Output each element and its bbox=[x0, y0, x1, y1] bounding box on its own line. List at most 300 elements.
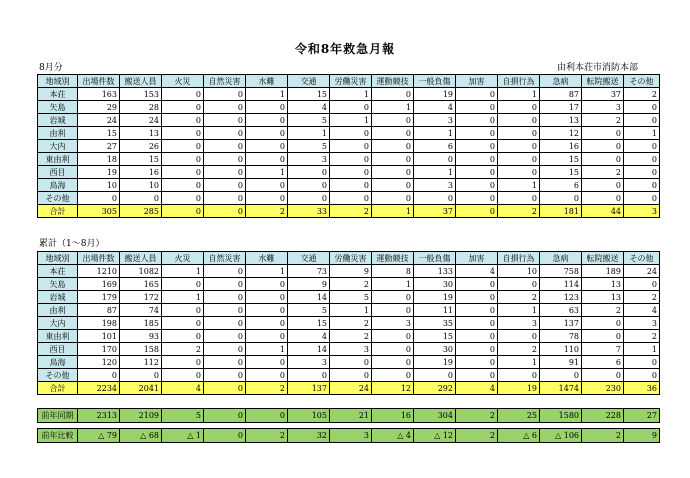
row-label: 由利 bbox=[38, 304, 78, 317]
table-cell: 0 bbox=[162, 153, 204, 166]
table-cell: 0 bbox=[456, 114, 498, 127]
table-cell: 0 bbox=[162, 304, 204, 317]
table-cell: 120 bbox=[78, 356, 120, 369]
table-cell: 74 bbox=[120, 304, 162, 317]
table-cell: 0 bbox=[624, 192, 660, 205]
table-cell: 169 bbox=[78, 278, 120, 291]
table-cell: 0 bbox=[204, 429, 246, 443]
table-cell: 19 bbox=[78, 166, 120, 179]
table-cell: 0 bbox=[330, 192, 372, 205]
table-cell: 198 bbox=[78, 317, 120, 330]
table-cell: 0 bbox=[456, 343, 498, 356]
header-cell: 運動競技 bbox=[372, 252, 414, 265]
table-cell: 0 bbox=[330, 179, 372, 192]
table-row bbox=[38, 265, 660, 278]
table-cell: 0 bbox=[372, 114, 414, 127]
row-label: 岩城 bbox=[38, 291, 78, 304]
table-cell: 0 bbox=[582, 192, 624, 205]
table-cell: 0 bbox=[372, 291, 414, 304]
header-cell: 地域別 bbox=[38, 75, 78, 88]
table-cell: 12 bbox=[540, 127, 582, 140]
table-cell: 0 bbox=[204, 356, 246, 369]
header-cell: 急病 bbox=[540, 252, 582, 265]
table-cell: 0 bbox=[246, 114, 288, 127]
table-cell: 8 bbox=[372, 265, 414, 278]
table-cell: 1 bbox=[414, 127, 456, 140]
table-cell: 0 bbox=[162, 140, 204, 153]
table-cell: 29 bbox=[78, 101, 120, 114]
row-label: 合計 bbox=[38, 382, 78, 395]
table-cell: 0 bbox=[246, 192, 288, 205]
table-cell: 4 bbox=[288, 330, 330, 343]
table-cell: 0 bbox=[204, 88, 246, 101]
table-cell: 137 bbox=[288, 382, 330, 395]
table-cell: 0 bbox=[204, 317, 246, 330]
table-cell: 0 bbox=[624, 369, 660, 382]
table-row bbox=[38, 179, 660, 192]
row-label: 前年比較 bbox=[38, 429, 78, 443]
table-cell: 2 bbox=[456, 409, 498, 423]
table-cell: 1 bbox=[498, 304, 540, 317]
table-cell: 0 bbox=[162, 317, 204, 330]
header-row bbox=[38, 75, 660, 88]
department-label: 由利本荘市消防本部 bbox=[557, 63, 639, 73]
table-cell: 0 bbox=[162, 179, 204, 192]
table-cell: 63 bbox=[540, 304, 582, 317]
table-cell: 87 bbox=[540, 88, 582, 101]
table-cell: 36 bbox=[624, 382, 660, 395]
table-cell: △ 1 bbox=[162, 429, 204, 443]
header-cell: 水難 bbox=[246, 252, 288, 265]
table-cell: 0 bbox=[246, 317, 288, 330]
cumulative-label: 累計（1～8月） bbox=[39, 239, 105, 249]
table-cell: 0 bbox=[78, 369, 120, 382]
table-cell: 32 bbox=[288, 429, 330, 443]
table-cell: 0 bbox=[498, 166, 540, 179]
table-cell: 0 bbox=[372, 153, 414, 166]
table-cell: 285 bbox=[120, 205, 162, 218]
header-cell: 自然災害 bbox=[204, 252, 246, 265]
table-cell: 228 bbox=[582, 409, 624, 423]
row-label: 本荘 bbox=[38, 265, 78, 278]
table-row bbox=[38, 140, 660, 153]
table-cell: 181 bbox=[540, 205, 582, 218]
table-cell: 0 bbox=[204, 278, 246, 291]
table-cell: 1 bbox=[414, 166, 456, 179]
table-cell: △ 12 bbox=[414, 429, 456, 443]
header-cell: 急病 bbox=[540, 75, 582, 88]
row-label: 東由利 bbox=[38, 330, 78, 343]
table-cell: 25 bbox=[498, 409, 540, 423]
row-label: 由利 bbox=[38, 127, 78, 140]
table-cell: 0 bbox=[162, 278, 204, 291]
table-cell: 33 bbox=[288, 205, 330, 218]
table-cell: 0 bbox=[162, 88, 204, 101]
header-cell: 出場件数 bbox=[78, 252, 120, 265]
table-cell: 0 bbox=[582, 153, 624, 166]
table-cell: 0 bbox=[246, 101, 288, 114]
table-cell: 0 bbox=[456, 278, 498, 291]
table-cell: 0 bbox=[162, 127, 204, 140]
table-cell: 0 bbox=[456, 166, 498, 179]
table-cell: 4 bbox=[624, 304, 660, 317]
table-row bbox=[38, 166, 660, 179]
table-cell: 13 bbox=[582, 291, 624, 304]
table-cell: 0 bbox=[456, 205, 498, 218]
table-cell: 91 bbox=[540, 356, 582, 369]
table-cell: 37 bbox=[582, 88, 624, 101]
table-cell: 2 bbox=[246, 205, 288, 218]
table-cell: 101 bbox=[78, 330, 120, 343]
table-cell: 0 bbox=[372, 179, 414, 192]
table-cell: 2 bbox=[582, 114, 624, 127]
table-cell: 172 bbox=[120, 291, 162, 304]
table-cell: 2 bbox=[582, 429, 624, 443]
table-cell: 0 bbox=[204, 114, 246, 127]
table-cell: 179 bbox=[78, 291, 120, 304]
header-cell: 自損行為 bbox=[498, 75, 540, 88]
month-label: 8月分 bbox=[39, 63, 63, 73]
header-cell: 交通 bbox=[288, 75, 330, 88]
page-title: 令和8年救急月報 bbox=[294, 42, 396, 56]
table-cell: 35 bbox=[414, 317, 456, 330]
table-cell: 0 bbox=[246, 356, 288, 369]
table-cell: 15 bbox=[288, 317, 330, 330]
table-cell: 19 bbox=[414, 356, 456, 369]
table-cell: 0 bbox=[456, 330, 498, 343]
table-cell: 112 bbox=[120, 356, 162, 369]
table-cell: 105 bbox=[288, 409, 330, 423]
table-cell: 0 bbox=[204, 127, 246, 140]
table-cell: 0 bbox=[582, 369, 624, 382]
header-cell: 一般負傷 bbox=[414, 252, 456, 265]
table-cell: 0 bbox=[288, 192, 330, 205]
table-cell: 73 bbox=[288, 265, 330, 278]
table-cell: 37 bbox=[414, 205, 456, 218]
table-cell: 15 bbox=[288, 88, 330, 101]
total-row bbox=[38, 382, 660, 395]
table-cell: 185 bbox=[120, 317, 162, 330]
table-cell: 1 bbox=[330, 304, 372, 317]
table-cell: 0 bbox=[204, 265, 246, 278]
table-cell: 1 bbox=[246, 166, 288, 179]
table-cell: 11 bbox=[414, 304, 456, 317]
header-cell: 加害 bbox=[456, 75, 498, 88]
table-cell: 0 bbox=[204, 382, 246, 395]
table-cell: 0 bbox=[162, 356, 204, 369]
table-cell: 2109 bbox=[120, 409, 162, 423]
row-label: 鳥海 bbox=[38, 179, 78, 192]
table-cell: 0 bbox=[120, 192, 162, 205]
table-cell: 3 bbox=[414, 179, 456, 192]
table-cell: 1 bbox=[288, 127, 330, 140]
table-cell: 1 bbox=[162, 291, 204, 304]
header-cell: その他 bbox=[624, 252, 660, 265]
table-cell: 30 bbox=[414, 278, 456, 291]
table-cell: 0 bbox=[414, 192, 456, 205]
table-cell: 1 bbox=[498, 356, 540, 369]
table-cell: △ 68 bbox=[120, 429, 162, 443]
row-label: 前年同期 bbox=[38, 409, 78, 423]
table-cell: 0 bbox=[330, 153, 372, 166]
header-cell: 労働災害 bbox=[330, 252, 372, 265]
table-cell: 0 bbox=[624, 140, 660, 153]
row-label: 矢島 bbox=[38, 278, 78, 291]
table-cell: 158 bbox=[120, 343, 162, 356]
table-cell: 2 bbox=[330, 205, 372, 218]
table-cell: 304 bbox=[414, 409, 456, 423]
table-cell: 0 bbox=[582, 127, 624, 140]
header-cell: 火災 bbox=[162, 252, 204, 265]
table-cell: 10 bbox=[120, 179, 162, 192]
table-cell: 2041 bbox=[120, 382, 162, 395]
table-cell: 123 bbox=[540, 291, 582, 304]
table-row bbox=[38, 101, 660, 114]
table-cell: 0 bbox=[414, 153, 456, 166]
table-cell: 1 bbox=[372, 278, 414, 291]
table-cell: 1 bbox=[330, 88, 372, 101]
table-cell: 3 bbox=[624, 205, 660, 218]
table-cell: 0 bbox=[372, 88, 414, 101]
table-cell: 0 bbox=[162, 330, 204, 343]
table-cell: 0 bbox=[204, 409, 246, 423]
table-cell: 2 bbox=[624, 88, 660, 101]
table-cell: 0 bbox=[372, 166, 414, 179]
table-cell: 2 bbox=[456, 429, 498, 443]
header-cell: 搬送人員 bbox=[120, 252, 162, 265]
table-cell: 1 bbox=[162, 265, 204, 278]
table-cell: 0 bbox=[456, 88, 498, 101]
table-cell: 1580 bbox=[540, 409, 582, 423]
table-row bbox=[38, 153, 660, 166]
table-cell: 170 bbox=[78, 343, 120, 356]
table-cell: 0 bbox=[204, 304, 246, 317]
table-cell: 0 bbox=[162, 369, 204, 382]
table-cell: 189 bbox=[582, 265, 624, 278]
table-cell: 0 bbox=[372, 369, 414, 382]
table-cell: 0 bbox=[162, 192, 204, 205]
table-cell: 0 bbox=[162, 166, 204, 179]
table-cell: 1 bbox=[624, 343, 660, 356]
table-cell: 4 bbox=[456, 265, 498, 278]
table-cell: 26 bbox=[120, 140, 162, 153]
table-cell: 3 bbox=[288, 356, 330, 369]
table-cell: 0 bbox=[246, 291, 288, 304]
table-cell: 10 bbox=[78, 179, 120, 192]
table-cell: 0 bbox=[498, 101, 540, 114]
table-cell: 19 bbox=[498, 382, 540, 395]
table-cell: 0 bbox=[288, 179, 330, 192]
table-cell: 3 bbox=[582, 101, 624, 114]
table-cell: 0 bbox=[246, 179, 288, 192]
table-cell: 0 bbox=[372, 127, 414, 140]
table-cell: 0 bbox=[624, 153, 660, 166]
table-cell: 27 bbox=[78, 140, 120, 153]
table-cell: 0 bbox=[456, 356, 498, 369]
table-cell: 2 bbox=[246, 429, 288, 443]
table-cell: 4 bbox=[288, 101, 330, 114]
table-cell: 2 bbox=[330, 330, 372, 343]
table-cell: 153 bbox=[120, 88, 162, 101]
table-cell: 6 bbox=[414, 140, 456, 153]
table-cell: 24 bbox=[120, 114, 162, 127]
table-cell: 0 bbox=[540, 192, 582, 205]
table-cell: 15 bbox=[78, 127, 120, 140]
table-cell: 0 bbox=[120, 369, 162, 382]
table-cell: 3 bbox=[330, 429, 372, 443]
table-cell: 0 bbox=[246, 369, 288, 382]
table-row bbox=[38, 127, 660, 140]
header-cell: 転院搬送 bbox=[582, 252, 624, 265]
table-cell: 1082 bbox=[120, 265, 162, 278]
table-cell: 0 bbox=[204, 192, 246, 205]
table-cell: 0 bbox=[372, 330, 414, 343]
table-cell: 0 bbox=[456, 153, 498, 166]
table-cell: 114 bbox=[540, 278, 582, 291]
table-cell: 15 bbox=[540, 153, 582, 166]
table-cell: 13 bbox=[582, 278, 624, 291]
row-label: 東由利 bbox=[38, 153, 78, 166]
table-cell: 2 bbox=[330, 317, 372, 330]
table-cell: 13 bbox=[120, 127, 162, 140]
table-cell: 0 bbox=[78, 192, 120, 205]
table-cell: 0 bbox=[204, 101, 246, 114]
table-cell: 0 bbox=[204, 179, 246, 192]
table-cell: 0 bbox=[372, 356, 414, 369]
header-cell: 自然災害 bbox=[204, 75, 246, 88]
table-cell: 0 bbox=[456, 101, 498, 114]
header-cell: 交通 bbox=[288, 252, 330, 265]
table-cell: 0 bbox=[498, 127, 540, 140]
table-cell: 9 bbox=[288, 278, 330, 291]
table-cell: 0 bbox=[246, 330, 288, 343]
table-cell: △ 79 bbox=[78, 429, 120, 443]
table-cell: 3 bbox=[288, 153, 330, 166]
header-cell: 自損行為 bbox=[498, 252, 540, 265]
table-cell: 0 bbox=[330, 101, 372, 114]
table-cell: 0 bbox=[414, 369, 456, 382]
table-cell: △ 6 bbox=[498, 429, 540, 443]
table-cell: 2 bbox=[582, 166, 624, 179]
row-label: 鳥海 bbox=[38, 356, 78, 369]
table-cell: 6 bbox=[540, 179, 582, 192]
table-cell: 44 bbox=[582, 205, 624, 218]
table-cell: 2 bbox=[162, 343, 204, 356]
table-cell: 0 bbox=[582, 317, 624, 330]
table-cell: 0 bbox=[582, 179, 624, 192]
row-label: 岩城 bbox=[38, 114, 78, 127]
table-cell: 0 bbox=[498, 369, 540, 382]
table-cell: 2313 bbox=[78, 409, 120, 423]
header-cell: 運動競技 bbox=[372, 75, 414, 88]
cumulative-table bbox=[37, 251, 660, 395]
table-cell: 2 bbox=[624, 291, 660, 304]
table-cell: 0 bbox=[162, 205, 204, 218]
table-cell: 0 bbox=[204, 343, 246, 356]
table-cell: 0 bbox=[456, 304, 498, 317]
table-cell: 2234 bbox=[78, 382, 120, 395]
table-cell: 24 bbox=[330, 382, 372, 395]
table-cell: 5 bbox=[288, 140, 330, 153]
header-cell: 火災 bbox=[162, 75, 204, 88]
table-cell: 10 bbox=[498, 265, 540, 278]
table-cell: 14 bbox=[288, 291, 330, 304]
table-cell: 3 bbox=[330, 343, 372, 356]
table-cell: 7 bbox=[582, 343, 624, 356]
row-label: 西目 bbox=[38, 343, 78, 356]
table-cell: 13 bbox=[540, 114, 582, 127]
table-cell: 2 bbox=[498, 291, 540, 304]
table-cell: 0 bbox=[372, 343, 414, 356]
table-cell: 305 bbox=[78, 205, 120, 218]
table-cell: 0 bbox=[456, 192, 498, 205]
table-cell: 0 bbox=[372, 192, 414, 205]
table-cell: 2 bbox=[246, 382, 288, 395]
table-row bbox=[38, 343, 660, 356]
table-cell: 5 bbox=[288, 114, 330, 127]
table-cell: 5 bbox=[330, 291, 372, 304]
table-cell: 0 bbox=[372, 304, 414, 317]
table-cell: 0 bbox=[246, 153, 288, 166]
total-row bbox=[38, 205, 660, 218]
table-cell: 1 bbox=[246, 343, 288, 356]
table-cell: 1474 bbox=[540, 382, 582, 395]
table-cell: 1 bbox=[246, 265, 288, 278]
header-cell: 労働災害 bbox=[330, 75, 372, 88]
table-cell: 15 bbox=[120, 153, 162, 166]
header-row bbox=[38, 252, 660, 265]
header-cell: 出場件数 bbox=[78, 75, 120, 88]
table-cell: 1 bbox=[498, 179, 540, 192]
table-cell: 1 bbox=[246, 88, 288, 101]
table-cell: 0 bbox=[204, 330, 246, 343]
table-cell: 21 bbox=[330, 409, 372, 423]
table-cell: 0 bbox=[624, 179, 660, 192]
table-cell: 27 bbox=[624, 409, 660, 423]
table-cell: 4 bbox=[162, 382, 204, 395]
table-row bbox=[38, 278, 660, 291]
table-cell: △ 106 bbox=[540, 429, 582, 443]
year-over-year-row bbox=[38, 429, 660, 443]
table-cell: 24 bbox=[78, 114, 120, 127]
table-cell: 0 bbox=[204, 153, 246, 166]
table-cell: 19 bbox=[414, 291, 456, 304]
table-cell: 9 bbox=[330, 265, 372, 278]
table-cell: 1 bbox=[330, 114, 372, 127]
header-cell: 搬送人員 bbox=[120, 75, 162, 88]
table-cell: 0 bbox=[498, 140, 540, 153]
table-cell: 16 bbox=[540, 140, 582, 153]
table-cell: 3 bbox=[414, 114, 456, 127]
table-cell: 0 bbox=[288, 166, 330, 179]
table-cell: 0 bbox=[330, 369, 372, 382]
table-row bbox=[38, 192, 660, 205]
table-cell: 93 bbox=[120, 330, 162, 343]
table-cell: 78 bbox=[540, 330, 582, 343]
table-cell: 0 bbox=[204, 166, 246, 179]
previous-year-row bbox=[38, 409, 660, 423]
table-cell: 15 bbox=[540, 166, 582, 179]
table-cell: 16 bbox=[120, 166, 162, 179]
table-cell: 0 bbox=[456, 127, 498, 140]
table-cell: 2 bbox=[330, 278, 372, 291]
table-cell: 758 bbox=[540, 265, 582, 278]
row-label: 合計 bbox=[38, 205, 78, 218]
table-cell: 12 bbox=[372, 382, 414, 395]
table-cell: 1 bbox=[372, 101, 414, 114]
table-cell: 2 bbox=[498, 205, 540, 218]
table-cell: 0 bbox=[498, 330, 540, 343]
